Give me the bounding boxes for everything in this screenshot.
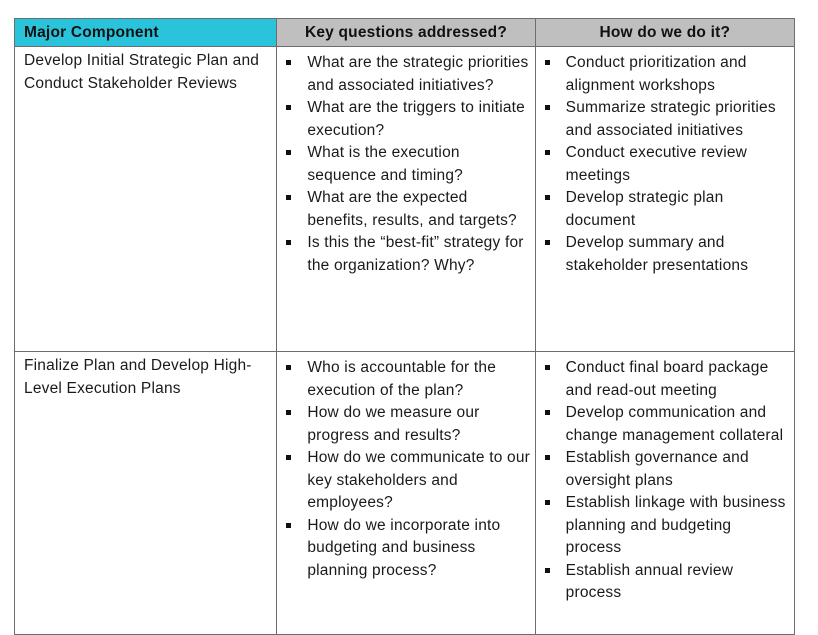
square-bullet-icon [286, 523, 291, 528]
list-item-text: What are the triggers to initiate execution? [307, 99, 526, 139]
how-cell [535, 352, 794, 635]
square-bullet-icon [286, 195, 291, 200]
list-item [542, 52, 790, 97]
square-bullet-icon [545, 500, 550, 505]
questions-list [283, 52, 530, 277]
square-bullet-icon [545, 455, 550, 460]
square-bullet-icon [286, 455, 291, 460]
questions-cell [277, 47, 535, 352]
list-item [542, 142, 790, 187]
list-item [283, 142, 530, 187]
square-bullet-icon [286, 60, 291, 65]
square-bullet-icon [545, 60, 550, 65]
list-item [542, 187, 790, 232]
list-item-text: Establish annual review process [565, 561, 734, 601]
list-item-text: How do we incorporate into budgeting and business planning process? [307, 516, 501, 579]
list-item [283, 515, 530, 583]
list-item [542, 232, 790, 277]
square-bullet-icon [545, 365, 550, 370]
component-cell: Finalize Plan and Develop High-Level Execution Plans [15, 352, 277, 635]
list-item-text: How do we communicate to our key stakeholders and employees? [307, 449, 531, 511]
square-bullet-icon [545, 195, 550, 200]
list-item-text: What is the execution sequence and timing? [307, 144, 463, 184]
square-bullet-icon [286, 410, 291, 415]
list-item [283, 97, 530, 142]
square-bullet-icon [545, 410, 550, 415]
list-item-text: Develop summary and stakeholder presentations [565, 234, 749, 274]
square-bullet-icon [545, 240, 550, 245]
square-bullet-icon [545, 150, 550, 155]
square-bullet-icon [286, 105, 291, 110]
how-list [542, 357, 790, 605]
header-key-questions: Key questions addressed? [277, 19, 535, 47]
table-row [15, 47, 795, 352]
list-item [542, 447, 790, 492]
how-cell [535, 47, 794, 352]
questions-list [283, 357, 530, 582]
list-item-text: How do we measure our progress and results? [307, 404, 480, 444]
list-item [283, 357, 530, 402]
list-item [542, 97, 790, 142]
list-item [283, 232, 530, 277]
list-item-text: What are the strategic priorities and associated initiatives? [307, 54, 529, 94]
list-item-text: Develop communication and change management collateral [565, 404, 784, 444]
square-bullet-icon [545, 105, 550, 110]
square-bullet-icon [286, 365, 291, 370]
list-item-text: Conduct executive review meetings [565, 144, 748, 184]
list-item [542, 357, 790, 402]
list-item [542, 492, 790, 560]
component-cell: Develop Initial Strategic Plan and Conduct Stakeholder Reviews [15, 47, 277, 352]
square-bullet-icon [286, 150, 291, 155]
list-item-text: Develop strategic plan document [565, 189, 724, 229]
header-how-do-we-do-it: How do we do it? [535, 19, 794, 47]
header-row [15, 19, 795, 47]
list-item-text: Establish linkage with business planning and budgeting process [565, 494, 786, 556]
list-item [542, 560, 790, 605]
list-item-text: Who is accountable for the execution of the plan? [307, 359, 497, 399]
list-item-text: Conduct prioritization and alignment workshops [565, 54, 747, 94]
list-item [283, 447, 530, 515]
how-list [542, 52, 790, 277]
list-item [283, 187, 530, 232]
header-major-component: Major Component [15, 19, 277, 47]
strategic-plan-table [14, 18, 795, 635]
list-item-text: Summarize strategic priorities and associated initiatives [565, 99, 776, 139]
list-item-text: Conduct final board package and read-out meeting [565, 359, 769, 399]
list-item-text: What are the expected benefits, results, and targets? [307, 189, 517, 229]
list-item [283, 52, 530, 97]
square-bullet-icon [545, 568, 550, 573]
questions-cell [277, 352, 535, 635]
table-row [15, 352, 795, 635]
list-item-text: Is this the “best-fit” strategy for the organization? Why? [307, 234, 524, 274]
list-item [283, 402, 530, 447]
square-bullet-icon [286, 240, 291, 245]
list-item-text: Establish governance and oversight plans [565, 449, 749, 489]
list-item [542, 402, 790, 447]
